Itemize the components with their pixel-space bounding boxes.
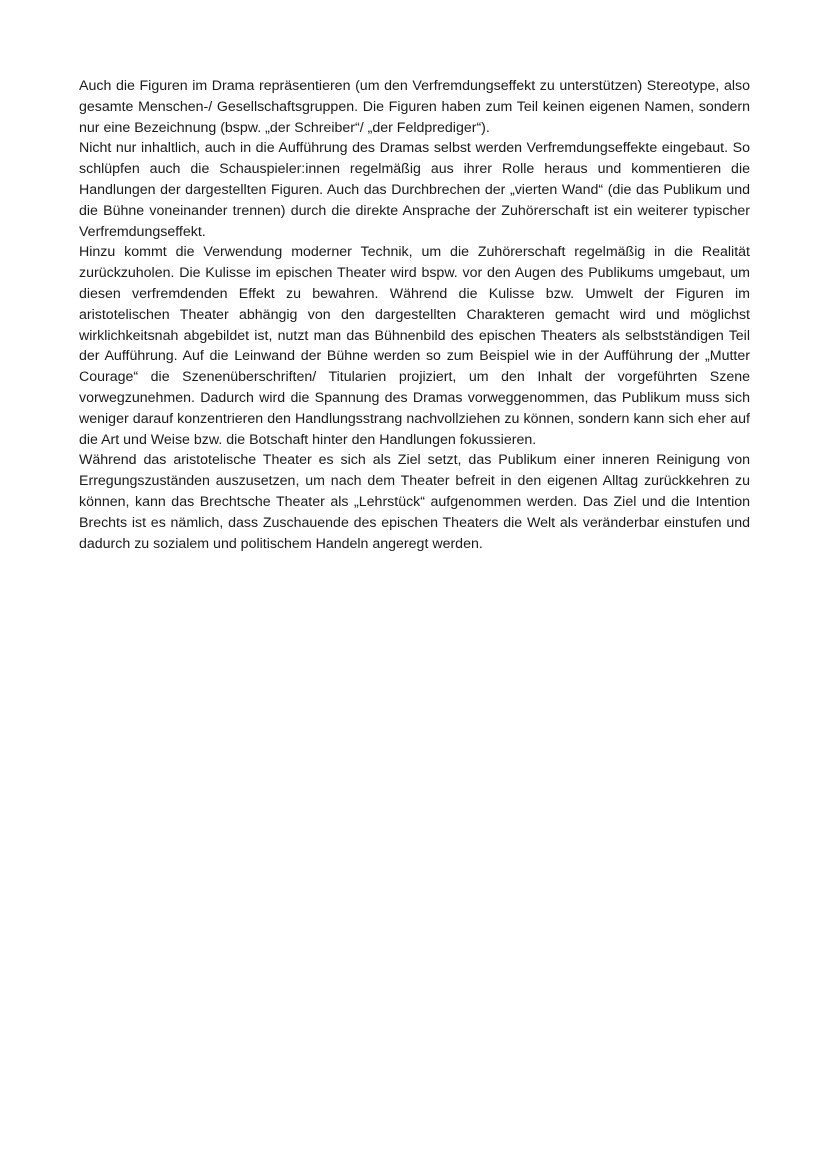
paragraph-aim: Während das aristotelische Theater es sich als Ziel setzt, das Publikum einer inneren Reinigung von Erregungszuständen auszusetzen, um nach dem Theater befreit in den eigenen Alltag zurückkehren zu können, kann das Brechtsche Theater als „Lehrstück“ aufgenommen werden. Das Ziel und die Intention Brechts ist es nämlich, dass Zuschauende des epischen Theaters die Welt als veränderbar einstufen und dadurch zu sozialem und politischem Handeln angeregt werden. [79, 452, 750, 552]
paragraph-technology: Hinzu kommt die Verwendung moderner Technik, um die Zuhörerschaft regelmäßig in die Realität zurückzuholen. Die Kulisse im epischen Theater wird bspw. vor den Augen des Publikums umgebaut, um diesen verfremdenden Effekt zu bewahren. Während die Kulisse bzw. Umwelt der Figuren im aristotelischen Theater abhängig von den dargestellten Charakteren gemacht wird und möglichst wirklichkeitsnah abgebildet ist, nutzt man das Bühnenbild des epischen Theaters als selbstständigen Teil der Aufführung. Auf die Leinwand der Bühne werden so zum Beispiel wie in der Aufführung der „Mutter Courage“ die Szenenüberschriften/ Titularien projiziert, um den Inhalt der vorgeführten Szene vorwegzunehmen. Dadurch wird die Spannung des Dramas vorweggenommen, das Publikum muss sich weniger darauf konzentrieren den Handlungsstrang nachvollziehen zu können, sondern kann sich eher auf die Art und Weise bzw. die Botschaft hinter den Handlungen fokussieren. [79, 244, 750, 448]
paragraph-performance: Nicht nur inhaltlich, auch in die Aufführung des Dramas selbst werden Verfremdungseffekte eingebaut. So schlüpfen auch die Schauspieler:innen regelmäßig aus ihrer Rolle heraus und kommentieren die Handlungen der dargestellten Figuren. Auch das Durchbrechen der „vierten Wand“ (die das Publikum und die Bühne voneinander trennen) durch die direkte Ansprache der Zuhörerschaft ist ein weiterer typischer Verfremdungseffekt. [79, 140, 750, 240]
body-text [79, 76, 750, 554]
paragraph-figures: Auch die Figuren im Drama repräsentieren (um den Verfremdungseffekt zu unterstützen) Stereotype, also gesamte Menschen-/ Gesellschaftsgruppen. Die Figuren haben zum Teil keinen eigenen Namen, sondern nur eine Bezeichnung (bspw. „der Schreiber“/ „der Feldprediger“). [79, 78, 750, 136]
